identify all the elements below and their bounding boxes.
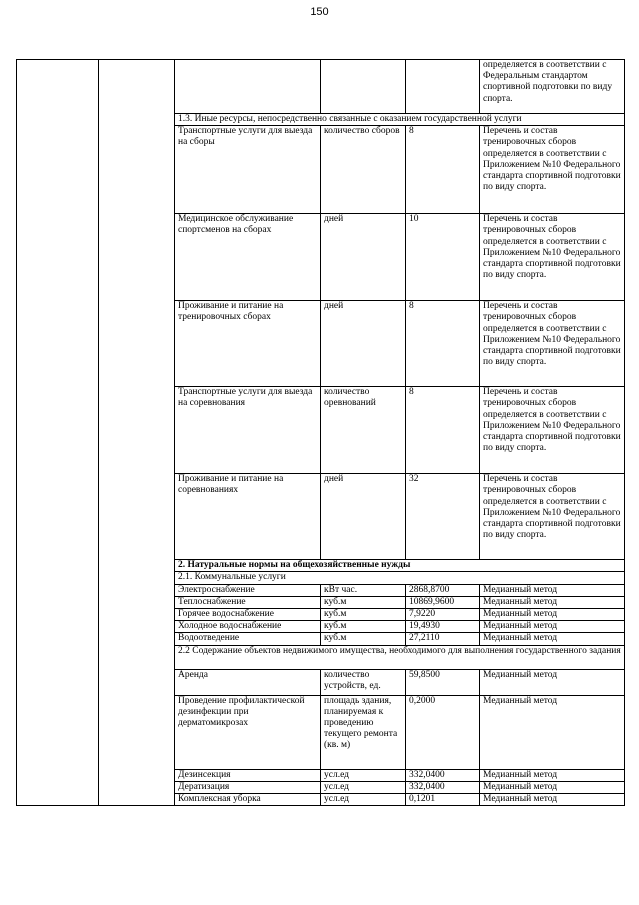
- section-2-heading: 2. Натуральные нормы на общехозяйственные нужды: [175, 560, 625, 572]
- table-row: Водоотведение куб.м 27,2110 Медианный метод: [17, 633, 625, 645]
- norms-table: [16, 59, 625, 806]
- section-1-3-heading: 1.3. Иные ресурсы, непосредственно связанные с оказанием государственной услуги: [175, 114, 625, 126]
- left-empty-column-1: [17, 60, 99, 806]
- section-2-2-heading: 2.2 Содержание объектов недвижимого имущества, необходимого для выполнения государственного задания: [175, 645, 625, 669]
- continuation-row: [17, 60, 625, 114]
- table-row: Электроснабжение кВт час. 2868,8700 Медианный метод: [17, 584, 625, 596]
- table-row: Комплексная уборка усл.ед 0,1201 Медианный метод: [17, 794, 625, 806]
- table-row: Дератизация усл.ед 332,0400 Медианный метод: [17, 781, 625, 793]
- table-row: Дезинсекция усл.ед 332,0400 Медианный метод: [17, 769, 625, 781]
- table-row: Проведение профилактической дезинфекции при дерматомикрозах площадь здания, планируемая к проведению текущего ремонта (кв. м) 0,2000 Медианный метод: [17, 695, 625, 769]
- page-number: 150: [310, 6, 329, 18]
- table-row: Горячее водоснабжение куб.м 7,9220 Медианный метод: [17, 609, 625, 621]
- table-row: Проживание и питание на тренировочных сборах дней 8 Перечень и состав тренировочных сборов определяется в соответствии с Приложением №10 Федерального стандарта спортивной подготовки по виду спорта.: [17, 301, 625, 387]
- table-row: Транспортные услуги для выезда на соревнования количество оревнований 8 Перечень и состав тренировочных сборов определяется в соответствии с Приложением №10 Федерального стандарта спортивной подготовки по виду спорта.: [17, 387, 625, 474]
- continuation-note: определяется в соответствии с Федеральным стандартом спортивной подготовки по виду спорта.: [480, 60, 625, 114]
- table-row: Теплоснабжение куб.м 10869,9600 Медианный метод: [17, 596, 625, 608]
- table-row: Аренда количество устройств, ед. 59,8500 Медианный метод: [17, 669, 625, 695]
- left-empty-column-2: [99, 60, 175, 806]
- table-row: Медицинское обслуживание спортсменов на сборах дней 10 Перечень и состав тренировочных сборов определяется в соответствии с Приложением №10 Федерального стандарта спортивной подготовки по виду спорта.: [17, 214, 625, 301]
- table-row: Проживание и питание на соревнованиях дней 32 Перечень и состав тренировочных сборов определяется в соответствии с Приложением №10 Федерального стандарта спортивной подготовки по виду спорта.: [17, 474, 625, 560]
- table-row: Транспортные услуги для выезда на сборы количество сборов 8 Перечень и состав тренировочных сборов определяется в соответствии с Приложением №10 Федерального стандарта спортивной подготовки по виду спорта.: [17, 126, 625, 214]
- section-2-1-heading: 2.1. Коммунальные услуги: [175, 572, 625, 584]
- table-row: Холодное водоснабжение куб.м 19,4930 Медианный метод: [17, 621, 625, 633]
